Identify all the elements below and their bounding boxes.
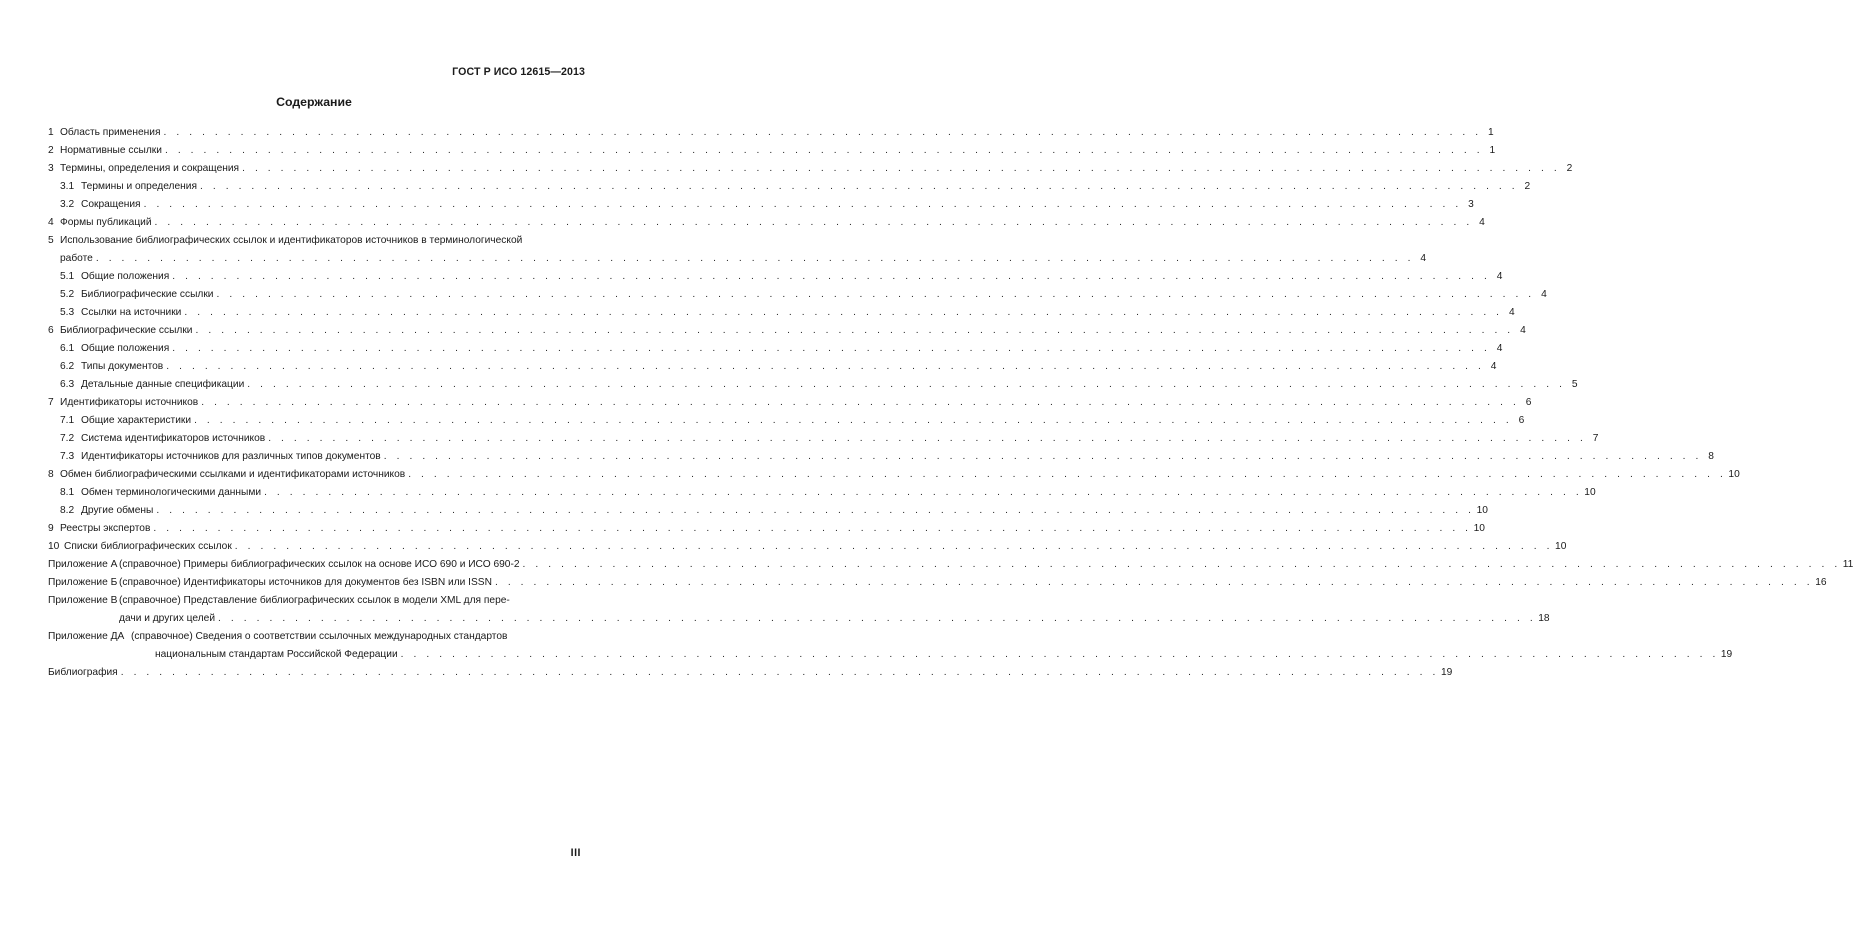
toc-appendix-b[interactable]: Приложение Б (справочное) Идентификаторы источников для документов без ISBN или ISSN . . . . . . . . . . . . . . . . . . . . . . . . . . . . . . . . . . . . . . . . . . . . . . . . . . . . . . . . . . . . . . . . . . . . . . . . . . . . . . . . . . . . . . . . . . . . . . . . . . . . . . . 16 (48, 577, 1827, 588)
toc-entry-3-1[interactable]: 3.1 Термины и определения . . . . . . . . . . . . . . . . . . . . . . . . . . . . . . . . . . . . . . . . . . . . . . . . . . . . . . . . . . . . . . . . . . . . . . . . . . . . . . . . . . . . . . . . . . . . . . . . . . . . . . . 2 (60, 181, 1531, 192)
toc-entry-8-2[interactable]: 8.2 Другие обмены . . . . . . . . . . . . . . . . . . . . . . . . . . . . . . . . . . . . . . . . . . . . . . . . . . . . . . . . . . . . . . . . . . . . . . . . . . . . . . . . . . . . . . . . . . . . . . . . . . . . . . . 10 (60, 505, 1488, 516)
toc-entry-3-2[interactable]: 3.2 Сокращения . . . . . . . . . . . . . . . . . . . . . . . . . . . . . . . . . . . . . . . . . . . . . . . . . . . . . . . . . . . . . . . . . . . . . . . . . . . . . . . . . . . . . . . . . . . . . . . . . . . . . . . 3 (60, 199, 1474, 210)
toc-entry-7-3[interactable]: 7.3 Идентификаторы источников для различных типов документов . . . . . . . . . . . . . . . . . . . . . . . . . . . . . . . . . . . . . . . . . . . . . . . . . . . . . . . . . . . . . . . . . . . . . . . . . . . . . . . . . . . . . . . . . . . . . . . . . . . . . . . 8 (60, 451, 1714, 462)
toc-entry-4[interactable]: 4 Формы публикаций . . . . . . . . . . . . . . . . . . . . . . . . . . . . . . . . . . . . . . . . . . . . . . . . . . . . . . . . . . . . . . . . . . . . . . . . . . . . . . . . . . . . . . . . . . . . . . . . . . . . . . . 4 (48, 217, 1485, 228)
toc-entry-5[interactable]: 5 Использование библиографических ссылок и идентификаторов источников в терминологической (48, 235, 523, 246)
toc-appendix-v[interactable]: Приложение В (справочное) Представление библиографических ссылок в модели XML для пере- (48, 595, 510, 606)
toc-entry-10[interactable]: 10 Списки библиографических ссылок . . . . . . . . . . . . . . . . . . . . . . . . . . . . . . . . . . . . . . . . . . . . . . . . . . . . . . . . . . . . . . . . . . . . . . . . . . . . . . . . . . . . . . . . . . . . . . . . . . . . . . . 10 (48, 541, 1567, 552)
toc-entry-5-1[interactable]: 5.1 Общие положения . . . . . . . . . . . . . . . . . . . . . . . . . . . . . . . . . . . . . . . . . . . . . . . . . . . . . . . . . . . . . . . . . . . . . . . . . . . . . . . . . . . . . . . . . . . . . . . . . . . . . . . 4 (60, 271, 1503, 282)
table-of-contents (48, 120, 1853, 678)
toc-appendix-da[interactable]: Приложение ДА (справочное) Сведения о соответствии ссылочных международных стандартов (48, 631, 508, 642)
toc-appendix-v-cont[interactable]: дачи и других целей . . . . . . . . . . . . . . . . . . . . . . . . . . . . . . . . . . . . . . . . . . . . . . . . . . . . . . . . . . . . . . . . . . . . . . . . . . . . . . . . . . . . . . . . . . . . . . . . . . . . . . . 18 (119, 613, 1550, 624)
toc-bibliography[interactable]: Библиография . . . . . . . . . . . . . . . . . . . . . . . . . . . . . . . . . . . . . . . . . . . . . . . . . . . . . . . . . . . . . . . . . . . . . . . . . . . . . . . . . . . . . . . . . . . . . . . . . . . . . . . 19 (48, 667, 1453, 678)
toc-entry-5-cont[interactable]: работе . . . . . . . . . . . . . . . . . . . . . . . . . . . . . . . . . . . . . . . . . . . . . . . . . . . . . . . . . . . . . . . . . . . . . . . . . . . . . . . . . . . . . . . . . . . . . . . . . . . . . . . 4 (60, 253, 1427, 264)
toc-entry-6-1[interactable]: 6.1 Общие положения . . . . . . . . . . . . . . . . . . . . . . . . . . . . . . . . . . . . . . . . . . . . . . . . . . . . . . . . . . . . . . . . . . . . . . . . . . . . . . . . . . . . . . . . . . . . . . . . . . . . . . . 4 (60, 343, 1503, 354)
toc-appendix-a[interactable]: Приложение А (справочное) Примеры библиографических ссылок на основе ИСО 690 и ИСО 690-2 . . . . . . . . . . . . . . . . . . . . . . . . . . . . . . . . . . . . . . . . . . . . . . . . . . . . . . . . . . . . . . . . . . . . . . . . . . . . . . . . . . . . . . . . . . . . . . . . . . . . . . . 11 (48, 559, 1853, 570)
toc-entry-7-2[interactable]: 7.2 Система идентификаторов источников . . . . . . . . . . . . . . . . . . . . . . . . . . . . . . . . . . . . . . . . . . . . . . . . . . . . . . . . . . . . . . . . . . . . . . . . . . . . . . . . . . . . . . . . . . . . . . . . . . . . . . . 7 (60, 433, 1599, 444)
document-code: ГОСТ Р ИСО 12615—2013 (452, 66, 585, 78)
page-number: III (570, 847, 581, 859)
toc-entry-7[interactable]: 7 Идентификаторы источников . . . . . . . . . . . . . . . . . . . . . . . . . . . . . . . . . . . . . . . . . . . . . . . . . . . . . . . . . . . . . . . . . . . . . . . . . . . . . . . . . . . . . . . . . . . . . . . . . . . . . . . 6 (48, 397, 1532, 408)
toc-entry-9[interactable]: 9 Реестры экспертов . . . . . . . . . . . . . . . . . . . . . . . . . . . . . . . . . . . . . . . . . . . . . . . . . . . . . . . . . . . . . . . . . . . . . . . . . . . . . . . . . . . . . . . . . . . . . . . . . . . . . . . 10 (48, 523, 1485, 534)
toc-entry-2[interactable]: 2 Нормативные ссылки . . . . . . . . . . . . . . . . . . . . . . . . . . . . . . . . . . . . . . . . . . . . . . . . . . . . . . . . . . . . . . . . . . . . . . . . . . . . . . . . . . . . . . . . . . . . . . . . . . . . . . . 1 (48, 145, 1496, 156)
toc-entry-1[interactable]: 1 Область применения . . . . . . . . . . . . . . . . . . . . . . . . . . . . . . . . . . . . . . . . . . . . . . . . . . . . . . . . . . . . . . . . . . . . . . . . . . . . . . . . . . . . . . . . . . . . . . . . . . . . . . . 1 (48, 127, 1494, 138)
toc-entry-6-3[interactable]: 6.3 Детальные данные спецификации . . . . . . . . . . . . . . . . . . . . . . . . . . . . . . . . . . . . . . . . . . . . . . . . . . . . . . . . . . . . . . . . . . . . . . . . . . . . . . . . . . . . . . . . . . . . . . . . . . . . . . . 5 (60, 379, 1578, 390)
toc-entry-8[interactable]: 8 Обмен библиографическими ссылками и идентификаторами источников . . . . . . . . . . . . . . . . . . . . . . . . . . . . . . . . . . . . . . . . . . . . . . . . . . . . . . . . . . . . . . . . . . . . . . . . . . . . . . . . . . . . . . . . . . . . . . . . . . . . . . . 10 (48, 469, 1740, 480)
toc-entry-6-2[interactable]: 6.2 Типы документов . . . . . . . . . . . . . . . . . . . . . . . . . . . . . . . . . . . . . . . . . . . . . . . . . . . . . . . . . . . . . . . . . . . . . . . . . . . . . . . . . . . . . . . . . . . . . . . . . . . . . . . 4 (60, 361, 1497, 372)
toc-entry-8-1[interactable]: 8.1 Обмен терминологическими данными . . . . . . . . . . . . . . . . . . . . . . . . . . . . . . . . . . . . . . . . . . . . . . . . . . . . . . . . . . . . . . . . . . . . . . . . . . . . . . . . . . . . . . . . . . . . . . . . . . . . . . . 10 (60, 487, 1596, 498)
toc-entry-7-1[interactable]: 7.1 Общие характеристики . . . . . . . . . . . . . . . . . . . . . . . . . . . . . . . . . . . . . . . . . . . . . . . . . . . . . . . . . . . . . . . . . . . . . . . . . . . . . . . . . . . . . . . . . . . . . . . . . . . . . . . 6 (60, 415, 1525, 426)
toc-entry-6[interactable]: 6 Библиографические ссылки . . . . . . . . . . . . . . . . . . . . . . . . . . . . . . . . . . . . . . . . . . . . . . . . . . . . . . . . . . . . . . . . . . . . . . . . . . . . . . . . . . . . . . . . . . . . . . . . . . . . . . . 4 (48, 325, 1526, 336)
page-title: Содержание (276, 95, 352, 109)
toc-entry-3[interactable]: 3 Термины, определения и сокращения . . . . . . . . . . . . . . . . . . . . . . . . . . . . . . . . . . . . . . . . . . . . . . . . . . . . . . . . . . . . . . . . . . . . . . . . . . . . . . . . . . . . . . . . . . . . . . . . . . . . . . . 2 (48, 163, 1573, 174)
toc-entry-5-3[interactable]: 5.3 Ссылки на источники . . . . . . . . . . . . . . . . . . . . . . . . . . . . . . . . . . . . . . . . . . . . . . . . . . . . . . . . . . . . . . . . . . . . . . . . . . . . . . . . . . . . . . . . . . . . . . . . . . . . . . . 4 (60, 307, 1515, 318)
toc-appendix-da-cont[interactable]: национальным стандартам Российской Федерации . . . . . . . . . . . . . . . . . . . . . . . . . . . . . . . . . . . . . . . . . . . . . . . . . . . . . . . . . . . . . . . . . . . . . . . . . . . . . . . . . . . . . . . . . . . . . . . . . . . . . . . 19 (155, 649, 1733, 660)
toc-entry-5-2[interactable]: 5.2 Библиографические ссылки . . . . . . . . . . . . . . . . . . . . . . . . . . . . . . . . . . . . . . . . . . . . . . . . . . . . . . . . . . . . . . . . . . . . . . . . . . . . . . . . . . . . . . . . . . . . . . . . . . . . . . . 4 (60, 289, 1547, 300)
